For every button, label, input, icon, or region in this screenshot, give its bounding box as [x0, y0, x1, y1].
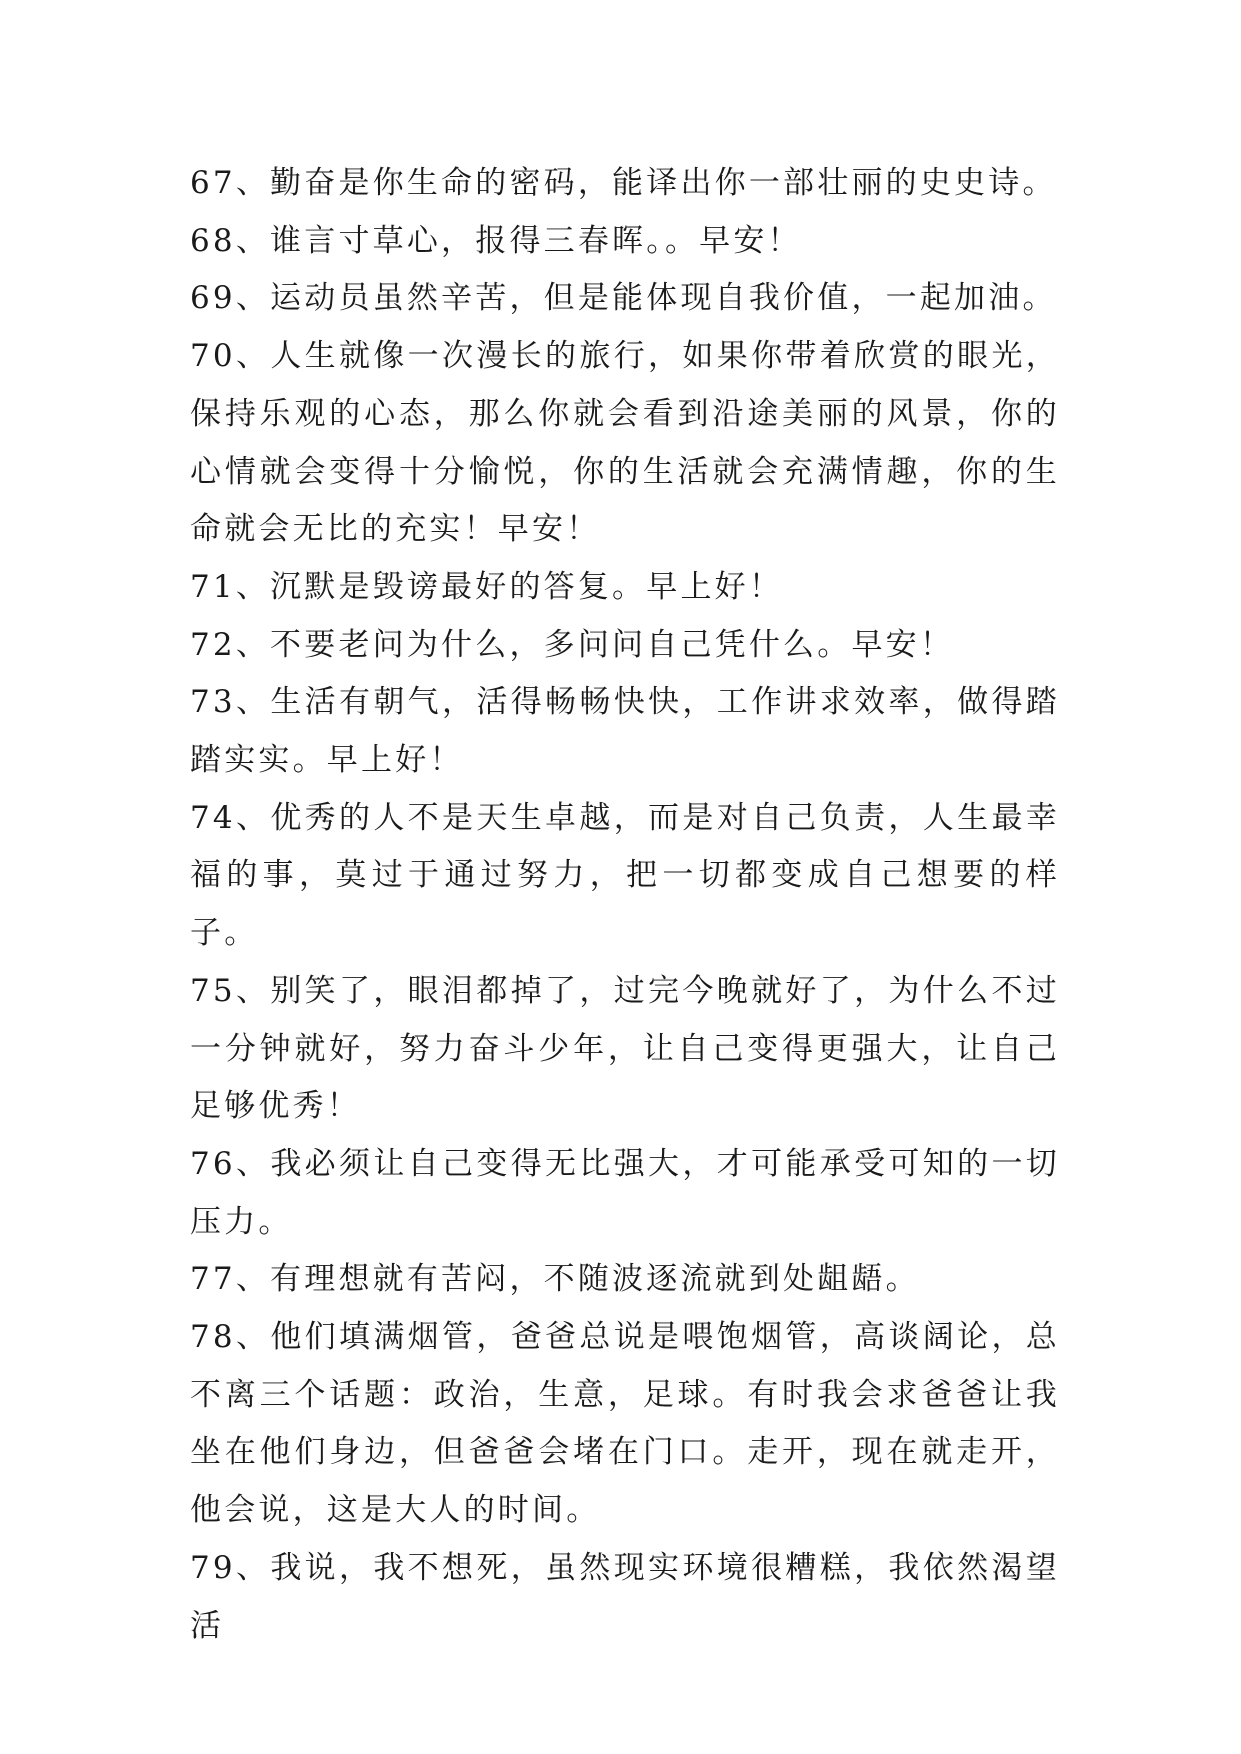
list-item: 67、勤奋是你生命的密码，能译出你一部壮丽的史史诗。 [190, 165, 1057, 201]
list-item: 70、人生就像一次漫长的旅行，如果你带着欣赏的眼光，保持乐观的心态，那么你就会看到沿途美丽的风景，你的心情就会变得十分愉悦，你的生活就会充满情趣，你的生命就会无比的充实！早安！ [190, 338, 1060, 548]
list-item: 78、他们填满烟管，爸爸总说是喂饱烟管，高谈阔论，总不离三个话题：政治，生意，足球。有时我会求爸爸让我坐在他们身边，但爸爸会堵在门口。走开，现在就走开，他会说，这是大人的时间。 [190, 1319, 1060, 1529]
document-body [190, 155, 1060, 1655]
list-item: 76、我必须让自己变得无比强大，才可能承受可知的一切压力。 [190, 1145, 1060, 1240]
list-item: 74、优秀的人不是天生卓越，而是对自己负责，人生最幸福的事，莫过于通过努力，把一切都变成自己想要的样子。 [190, 799, 1060, 952]
list-item: 77、有理想就有苦闷，不随波逐流就到处龃龉。 [190, 1261, 920, 1298]
list-item: 68、谁言寸草心，报得三春晖。。早安！ [190, 222, 802, 259]
list-item: 71、沉默是毁谤最好的答复。早上好！ [190, 568, 784, 605]
list-item: 75、别笑了，眼泪都掉了，过完今晚就好了，为什么不过一分钟就好，努力奋斗少年，让自己变得更强大，让自己足够优秀！ [190, 972, 1060, 1125]
list-item: 72、不要老问为什么，多问问自己凭什么。早安！ [190, 626, 955, 663]
list-item: 73、生活有朝气，活得畅畅快快，工作讲求效率，做得踏踏实实。早上好！ [190, 684, 1060, 779]
list-item: 69、运动员虽然辛苦，但是能体现自我价值，一起加油。 [190, 280, 1057, 317]
list-item: 79、我说，我不想死，虽然现实环境很糟糕，我依然渴望活 [190, 1549, 1060, 1644]
